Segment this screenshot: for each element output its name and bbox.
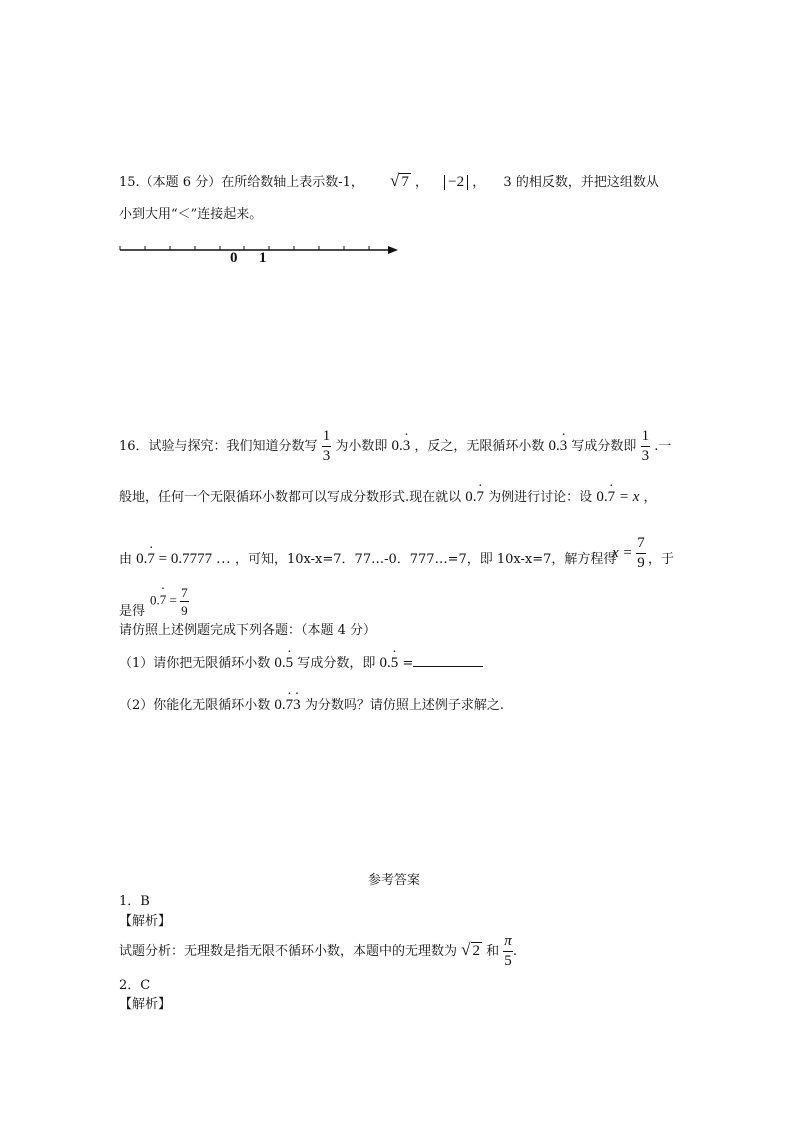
q15-line1: 15.（本题 6 分）在所给数轴上表示数-1， √ 7 ， −2 ， 3 的相反数，并把这组数从 [119,171,659,190]
analysis-1: 试题分析：无理数是指无限不循环小数，本题中的无理数为 √ 2 和 $\frac{\pi}{5}$ . [119,933,517,969]
result-equation: 0.· 7 = $\frac{7}{9}$ [150,586,189,617]
repeating-decimal-0-5: 0.· 5 [274,655,293,671]
answer-blank[interactable] [413,655,483,667]
analysis-heading-1: 【解析】 [119,914,172,929]
q16-line1: 16．试验与探究：我们知道分数写 $\frac{1}{3}$ 为小数即 0.· 3 ，反之，无限循环小数 0.· 3 写成分数即 $\frac{1}{3}$ .一 [119,429,671,464]
equation-x: 0.· 7 = x [596,489,639,505]
analysis-heading-2: 【解析】 [119,997,172,1012]
answer-1: 1．B [119,894,150,909]
q16-line2: 般地，任何一个无限循环小数都可以写成分数形式.现在就以 0.· 7 为例进行讨论：设 0.· 7 = x ， [119,486,657,506]
q15-line2: 小到大用“＜”连接起来。 [119,207,263,222]
q15-text-suffix: 3 的相反数，并把这组数从 [503,175,659,190]
sqrt-seven: √ 7 [390,171,409,190]
q16-part2: （2）你能化无限循环小数 0.· 7· 3 为分数吗？请仿照上述例子求解之. [119,694,504,714]
axis-label-zero: 0 [230,250,238,266]
repeating-decimal-0-7: 0.· 7 [465,489,484,505]
repeating-decimal-0-73: 0.· 7· 3 [274,697,300,713]
q16-line3: 由 0.· 7 = 0.7777 … ，可知，10x-x=7．77…-0．777…=7，即 10x-x=7，解方程得 [119,548,616,568]
answers-title: 参考答案 [368,873,421,888]
q16-part1: （1）请你把无限循环小数 0.· 5 写成分数，即 0.· 5 = [119,652,483,672]
repeating-decimal-0-3b: 0.· 3 [549,438,568,454]
q16-instruction: 请仿照上述例题完成下列各题：（本题 4 分） [119,623,377,638]
fraction-one-third: $\frac{1}{3}$ [322,428,331,464]
q15-text: 15.（本题 6 分）在所给数轴上表示数-1， [119,175,364,190]
answer-2: 2．C [119,978,151,993]
q16-line4: 是得 [119,604,146,619]
expansion-0-7: 0.· 7 = 0.7777 … [136,551,231,567]
repeating-decimal-0-5b: 0.· 5 [379,655,398,671]
fraction-pi-over-five: $\frac{\pi}{5}$ [504,933,512,969]
q16-line3-end: ，于 [648,552,675,567]
solution-x: x = $\frac{7}{9}$ [612,535,645,571]
fraction-one-third-b: $\frac{1}{3}$ [641,428,650,464]
repeating-decimal-0-3: 0.· 3 [391,438,410,454]
abs-minus-two: −2 [444,175,468,190]
sqrt-two: √ 2 [461,940,480,959]
arrow-right-icon [388,246,398,254]
axis-label-one: 1 [259,250,267,266]
